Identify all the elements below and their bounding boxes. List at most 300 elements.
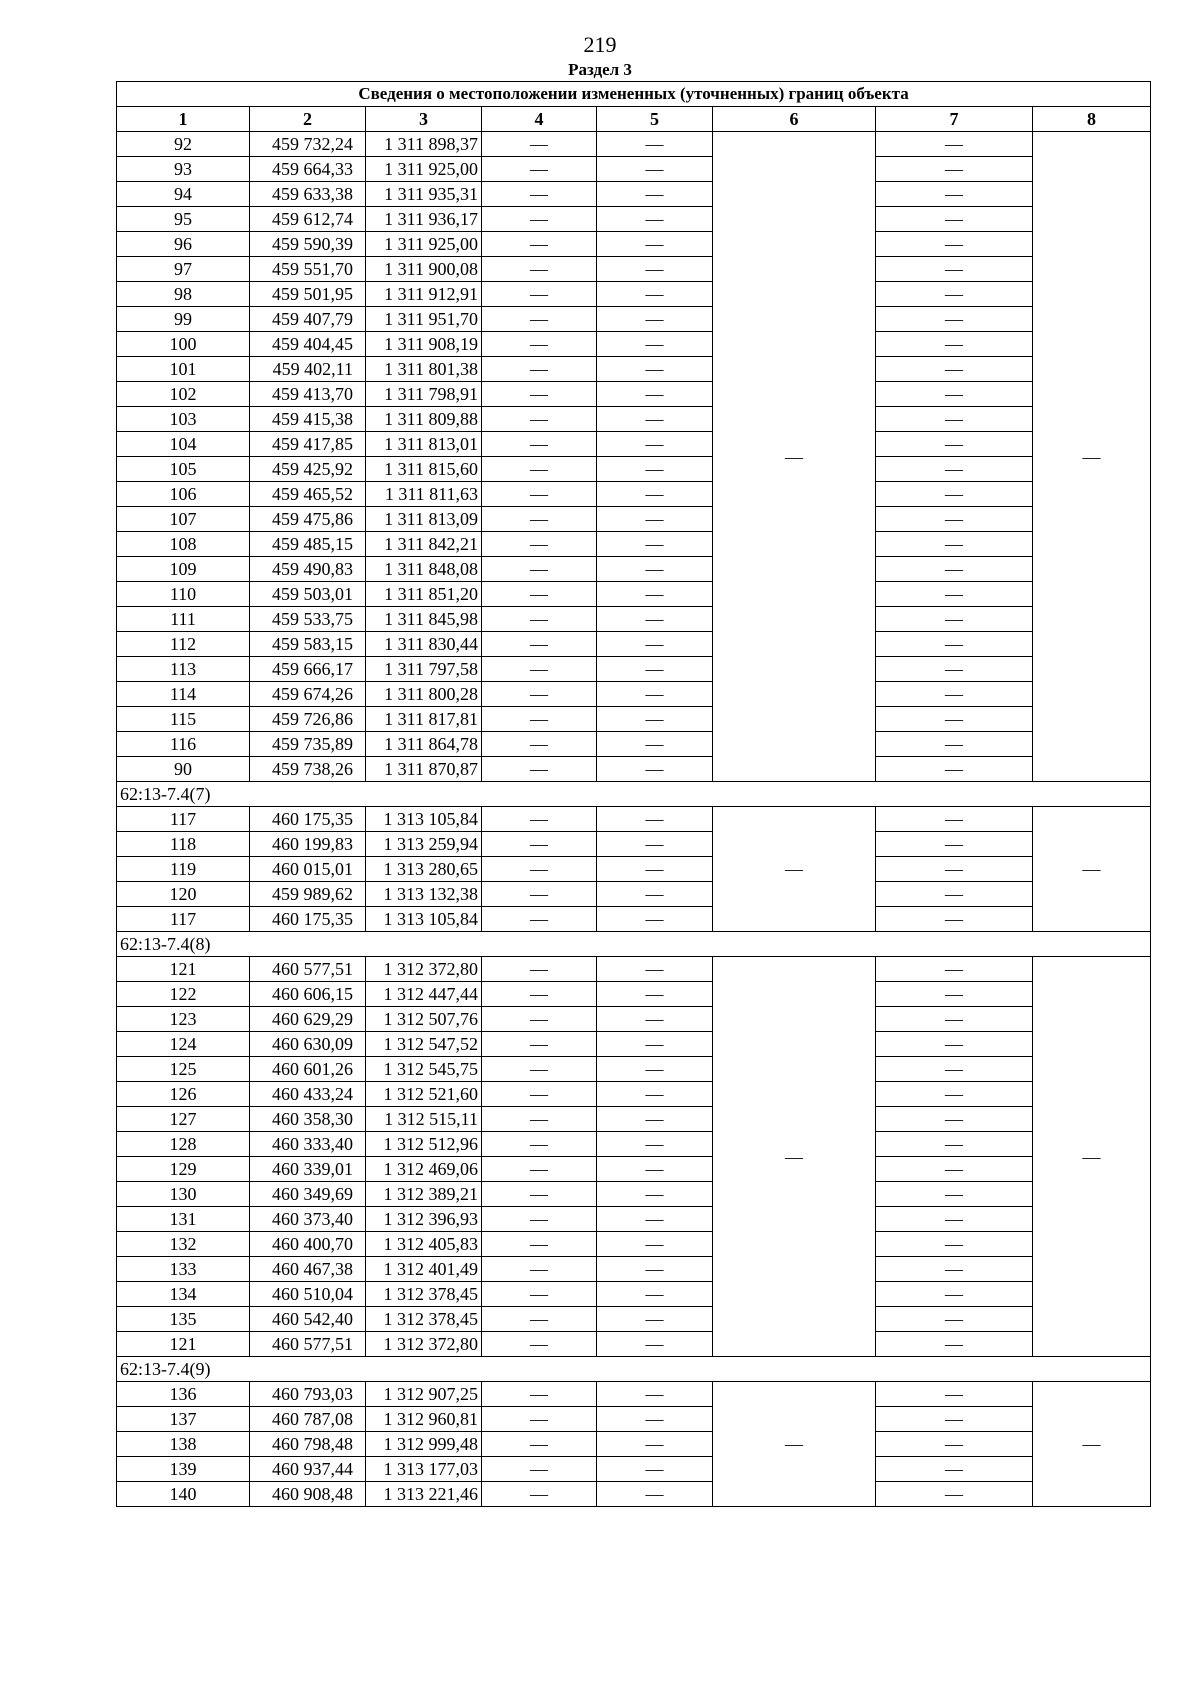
y-coordinate-cell: 1 312 512,96 <box>366 1132 482 1157</box>
col4-cell: — <box>482 482 597 507</box>
col4-cell: — <box>482 332 597 357</box>
col5-cell: — <box>597 732 713 757</box>
x-coordinate-cell: 460 908,48 <box>250 1482 366 1507</box>
point-number-cell: 110 <box>117 582 250 607</box>
x-coordinate-cell: 460 601,26 <box>250 1057 366 1082</box>
x-coordinate-cell: 460 793,03 <box>250 1382 366 1407</box>
x-coordinate-cell: 459 633,38 <box>250 182 366 207</box>
col5-cell: — <box>597 157 713 182</box>
point-number-cell: 94 <box>117 182 250 207</box>
col7-cell: — <box>876 357 1033 382</box>
point-number-cell: 92 <box>117 132 250 157</box>
table-row <box>117 1407 1151 1432</box>
y-coordinate-cell: 1 311 912,91 <box>366 282 482 307</box>
point-number-cell: 112 <box>117 632 250 657</box>
x-coordinate-cell: 459 732,24 <box>250 132 366 157</box>
section-label-row <box>117 1357 1151 1382</box>
col5-cell: — <box>597 857 713 882</box>
col8-merged-cell: — <box>1033 957 1151 1357</box>
col5-cell: — <box>597 1057 713 1082</box>
point-number-cell: 107 <box>117 507 250 532</box>
y-coordinate-cell: 1 311 925,00 <box>366 232 482 257</box>
col4-cell: — <box>482 207 597 232</box>
point-number-cell: 93 <box>117 157 250 182</box>
col5-cell: — <box>597 357 713 382</box>
col5-cell: — <box>597 382 713 407</box>
col4-cell: — <box>482 232 597 257</box>
x-coordinate-cell: 459 413,70 <box>250 382 366 407</box>
col5-cell: — <box>597 532 713 557</box>
col4-cell: — <box>482 382 597 407</box>
column-header: 7 <box>876 107 1033 132</box>
x-coordinate-cell: 460 937,44 <box>250 1457 366 1482</box>
x-coordinate-cell: 459 533,75 <box>250 607 366 632</box>
col7-cell: — <box>876 307 1033 332</box>
point-number-cell: 124 <box>117 1032 250 1057</box>
x-coordinate-cell: 459 503,01 <box>250 582 366 607</box>
y-coordinate-cell: 1 311 842,21 <box>366 532 482 557</box>
y-coordinate-cell: 1 313 132,38 <box>366 882 482 907</box>
col4-cell: — <box>482 632 597 657</box>
col5-cell: — <box>597 1132 713 1157</box>
x-coordinate-cell: 460 606,15 <box>250 982 366 1007</box>
col4-cell: — <box>482 957 597 982</box>
table-row <box>117 957 1151 982</box>
point-number-cell: 129 <box>117 1157 250 1182</box>
col4-cell: — <box>482 1032 597 1057</box>
y-coordinate-cell: 1 312 372,80 <box>366 957 482 982</box>
col4-cell: — <box>482 682 597 707</box>
col5-cell: — <box>597 1257 713 1282</box>
col4-cell: — <box>482 432 597 457</box>
col5-cell: — <box>597 707 713 732</box>
col4-cell: — <box>482 882 597 907</box>
section-label-row <box>117 782 1151 807</box>
table-row <box>117 1307 1151 1332</box>
col7-cell: — <box>876 857 1033 882</box>
x-coordinate-cell: 460 015,01 <box>250 857 366 882</box>
x-coordinate-cell: 460 400,70 <box>250 1232 366 1257</box>
x-coordinate-cell: 460 333,40 <box>250 1132 366 1157</box>
table-row <box>117 257 1151 282</box>
y-coordinate-cell: 1 313 221,46 <box>366 1482 482 1507</box>
point-number-cell: 118 <box>117 832 250 857</box>
point-number-cell: 101 <box>117 357 250 382</box>
col4-cell: — <box>482 757 597 782</box>
point-number-cell: 133 <box>117 1257 250 1282</box>
col8-merged-cell: — <box>1033 132 1151 782</box>
x-coordinate-cell: 460 542,40 <box>250 1307 366 1332</box>
point-number-cell: 114 <box>117 682 250 707</box>
y-coordinate-cell: 1 311 925,00 <box>366 157 482 182</box>
y-coordinate-cell: 1 311 951,70 <box>366 307 482 332</box>
table-title: Сведения о местоположении измененных (уточненных) границ объекта <box>117 82 1151 107</box>
col7-cell: — <box>876 1332 1033 1357</box>
table-row <box>117 407 1151 432</box>
x-coordinate-cell: 459 590,39 <box>250 232 366 257</box>
y-coordinate-cell: 1 312 907,25 <box>366 1382 482 1407</box>
y-coordinate-cell: 1 311 898,37 <box>366 132 482 157</box>
table-row <box>117 132 1151 157</box>
col7-cell: — <box>876 882 1033 907</box>
y-coordinate-cell: 1 313 259,94 <box>366 832 482 857</box>
y-coordinate-cell: 1 311 864,78 <box>366 732 482 757</box>
table-row <box>117 432 1151 457</box>
x-coordinate-cell: 459 485,15 <box>250 532 366 557</box>
col7-cell: — <box>876 282 1033 307</box>
x-coordinate-cell: 459 404,45 <box>250 332 366 357</box>
table-row <box>117 857 1151 882</box>
point-number-cell: 122 <box>117 982 250 1007</box>
y-coordinate-cell: 1 311 935,31 <box>366 182 482 207</box>
col5-cell: — <box>597 407 713 432</box>
x-coordinate-cell: 459 664,33 <box>250 157 366 182</box>
y-coordinate-cell: 1 312 372,80 <box>366 1332 482 1357</box>
col4-cell: — <box>482 1282 597 1307</box>
point-number-cell: 125 <box>117 1057 250 1082</box>
col5-cell: — <box>597 332 713 357</box>
col7-cell: — <box>876 1207 1033 1232</box>
table-row <box>117 332 1151 357</box>
col7-cell: — <box>876 1132 1033 1157</box>
table-row <box>117 1007 1151 1032</box>
col5-cell: — <box>597 257 713 282</box>
column-header: 3 <box>366 107 482 132</box>
col5-cell: — <box>597 1332 713 1357</box>
col7-cell: — <box>876 432 1033 457</box>
col5-cell: — <box>597 1382 713 1407</box>
col5-cell: — <box>597 1307 713 1332</box>
col4-cell: — <box>482 1207 597 1232</box>
col5-cell: — <box>597 1432 713 1457</box>
y-coordinate-cell: 1 311 797,58 <box>366 657 482 682</box>
parcel-section-label: 62:13-7.4(9) <box>117 1357 1151 1382</box>
table-row <box>117 507 1151 532</box>
y-coordinate-cell: 1 311 813,01 <box>366 432 482 457</box>
point-number-cell: 113 <box>117 657 250 682</box>
x-coordinate-cell: 459 551,70 <box>250 257 366 282</box>
col7-cell: — <box>876 1157 1033 1182</box>
col4-cell: — <box>482 1132 597 1157</box>
x-coordinate-cell: 459 583,15 <box>250 632 366 657</box>
point-number-cell: 95 <box>117 207 250 232</box>
col7-cell: — <box>876 1182 1033 1207</box>
col5-cell: — <box>597 182 713 207</box>
col7-cell: — <box>876 157 1033 182</box>
y-coordinate-cell: 1 312 405,83 <box>366 1232 482 1257</box>
point-number-cell: 116 <box>117 732 250 757</box>
table-row <box>117 1107 1151 1132</box>
point-number-cell: 135 <box>117 1307 250 1332</box>
col7-cell: — <box>876 957 1033 982</box>
y-coordinate-cell: 1 312 515,11 <box>366 1107 482 1132</box>
y-coordinate-cell: 1 313 105,84 <box>366 807 482 832</box>
col5-cell: — <box>597 1232 713 1257</box>
col4-cell: — <box>482 607 597 632</box>
x-coordinate-cell: 459 735,89 <box>250 732 366 757</box>
y-coordinate-cell: 1 311 900,08 <box>366 257 482 282</box>
col4-cell: — <box>482 982 597 1007</box>
table-row <box>117 1332 1151 1357</box>
col4-cell: — <box>482 1182 597 1207</box>
col5-cell: — <box>597 1007 713 1032</box>
table-row <box>117 807 1151 832</box>
table-row <box>117 832 1151 857</box>
parcel-section-label: 62:13-7.4(7) <box>117 782 1151 807</box>
table-row <box>117 457 1151 482</box>
point-number-cell: 134 <box>117 1282 250 1307</box>
col4-cell: — <box>482 1007 597 1032</box>
col7-cell: — <box>876 332 1033 357</box>
col7-cell: — <box>876 207 1033 232</box>
point-number-cell: 139 <box>117 1457 250 1482</box>
column-header-row <box>117 107 1151 132</box>
y-coordinate-cell: 1 311 908,19 <box>366 332 482 357</box>
point-number-cell: 140 <box>117 1482 250 1507</box>
y-coordinate-cell: 1 313 105,84 <box>366 907 482 932</box>
col6-merged-cell: — <box>713 1382 876 1507</box>
col7-cell: — <box>876 807 1033 832</box>
col4-cell: — <box>482 157 597 182</box>
col7-cell: — <box>876 557 1033 582</box>
y-coordinate-cell: 1 311 815,60 <box>366 457 482 482</box>
table-row <box>117 1282 1151 1307</box>
x-coordinate-cell: 460 373,40 <box>250 1207 366 1232</box>
col5-cell: — <box>597 582 713 607</box>
x-coordinate-cell: 460 510,04 <box>250 1282 366 1307</box>
coordinates-table <box>116 81 1151 1507</box>
table-row <box>117 682 1151 707</box>
y-coordinate-cell: 1 312 999,48 <box>366 1432 482 1457</box>
x-coordinate-cell: 459 475,86 <box>250 507 366 532</box>
table-row <box>117 607 1151 632</box>
y-coordinate-cell: 1 311 845,98 <box>366 607 482 632</box>
point-number-cell: 117 <box>117 807 250 832</box>
col4-cell: — <box>482 1157 597 1182</box>
section-label-row <box>117 932 1151 957</box>
col5-cell: — <box>597 807 713 832</box>
col7-cell: — <box>876 1457 1033 1482</box>
x-coordinate-cell: 460 577,51 <box>250 957 366 982</box>
point-number-cell: 117 <box>117 907 250 932</box>
col5-cell: — <box>597 757 713 782</box>
col5-cell: — <box>597 507 713 532</box>
point-number-cell: 120 <box>117 882 250 907</box>
y-coordinate-cell: 1 311 813,09 <box>366 507 482 532</box>
table-row <box>117 232 1151 257</box>
col7-cell: — <box>876 1307 1033 1332</box>
table-row <box>117 1182 1151 1207</box>
x-coordinate-cell: 460 467,38 <box>250 1257 366 1282</box>
point-number-cell: 96 <box>117 232 250 257</box>
x-coordinate-cell: 459 415,38 <box>250 407 366 432</box>
col5-cell: — <box>597 1482 713 1507</box>
point-number-cell: 123 <box>117 1007 250 1032</box>
point-number-cell: 136 <box>117 1382 250 1407</box>
x-coordinate-cell: 459 407,79 <box>250 307 366 332</box>
col5-cell: — <box>597 282 713 307</box>
col5-cell: — <box>597 1107 713 1132</box>
table-row <box>117 732 1151 757</box>
table-row <box>117 1157 1151 1182</box>
col4-cell: — <box>482 507 597 532</box>
point-number-cell: 104 <box>117 432 250 457</box>
point-number-cell: 138 <box>117 1432 250 1457</box>
y-coordinate-cell: 1 312 545,75 <box>366 1057 482 1082</box>
y-coordinate-cell: 1 311 801,38 <box>366 357 482 382</box>
x-coordinate-cell: 460 787,08 <box>250 1407 366 1432</box>
col5-cell: — <box>597 132 713 157</box>
col7-cell: — <box>876 1482 1033 1507</box>
col5-cell: — <box>597 832 713 857</box>
x-coordinate-cell: 459 989,62 <box>250 882 366 907</box>
col7-cell: — <box>876 132 1033 157</box>
table-row <box>117 582 1151 607</box>
x-coordinate-cell: 460 358,30 <box>250 1107 366 1132</box>
x-coordinate-cell: 459 738,26 <box>250 757 366 782</box>
table-row <box>117 1132 1151 1157</box>
x-coordinate-cell: 459 674,26 <box>250 682 366 707</box>
col7-cell: — <box>876 1282 1033 1307</box>
x-coordinate-cell: 460 630,09 <box>250 1032 366 1057</box>
table-row <box>117 1207 1151 1232</box>
point-number-cell: 102 <box>117 382 250 407</box>
point-number-cell: 111 <box>117 607 250 632</box>
col4-cell: — <box>482 657 597 682</box>
y-coordinate-cell: 1 311 800,28 <box>366 682 482 707</box>
x-coordinate-cell: 460 798,48 <box>250 1432 366 1457</box>
table-row <box>117 182 1151 207</box>
col4-cell: — <box>482 307 597 332</box>
y-coordinate-cell: 1 312 469,06 <box>366 1157 482 1182</box>
col5-cell: — <box>597 1082 713 1107</box>
col4-cell: — <box>482 557 597 582</box>
table-row <box>117 1257 1151 1282</box>
table-row <box>117 382 1151 407</box>
col7-cell: — <box>876 582 1033 607</box>
table-row <box>117 532 1151 557</box>
col5-cell: — <box>597 432 713 457</box>
col5-cell: — <box>597 682 713 707</box>
col7-cell: — <box>876 607 1033 632</box>
col6-merged-cell: — <box>713 807 876 932</box>
col7-cell: — <box>876 1257 1033 1282</box>
col4-cell: — <box>482 257 597 282</box>
col4-cell: — <box>482 1082 597 1107</box>
y-coordinate-cell: 1 313 177,03 <box>366 1457 482 1482</box>
point-number-cell: 127 <box>117 1107 250 1132</box>
table-row <box>117 1082 1151 1107</box>
point-number-cell: 130 <box>117 1182 250 1207</box>
table-row <box>117 207 1151 232</box>
x-coordinate-cell: 460 577,51 <box>250 1332 366 1357</box>
y-coordinate-cell: 1 312 378,45 <box>366 1282 482 1307</box>
col4-cell: — <box>482 182 597 207</box>
table-row <box>117 557 1151 582</box>
y-coordinate-cell: 1 313 280,65 <box>366 857 482 882</box>
point-number-cell: 126 <box>117 1082 250 1107</box>
y-coordinate-cell: 1 312 521,60 <box>366 1082 482 1107</box>
col5-cell: — <box>597 1407 713 1432</box>
table-row <box>117 1382 1151 1407</box>
table-title-row <box>117 82 1151 107</box>
table-row <box>117 482 1151 507</box>
y-coordinate-cell: 1 312 396,93 <box>366 1207 482 1232</box>
col7-cell: — <box>876 907 1033 932</box>
col4-cell: — <box>482 1382 597 1407</box>
col5-cell: — <box>597 1157 713 1182</box>
table-row <box>117 632 1151 657</box>
x-coordinate-cell: 459 490,83 <box>250 557 366 582</box>
point-number-cell: 108 <box>117 532 250 557</box>
col6-merged-cell: — <box>713 957 876 1357</box>
point-number-cell: 121 <box>117 1332 250 1357</box>
y-coordinate-cell: 1 312 507,76 <box>366 1007 482 1032</box>
col7-cell: — <box>876 632 1033 657</box>
table-row <box>117 1482 1151 1507</box>
x-coordinate-cell: 460 349,69 <box>250 1182 366 1207</box>
col4-cell: — <box>482 1307 597 1332</box>
x-coordinate-cell: 459 402,11 <box>250 357 366 382</box>
col4-cell: — <box>482 857 597 882</box>
col7-cell: — <box>876 232 1033 257</box>
col5-cell: — <box>597 632 713 657</box>
x-coordinate-cell: 459 425,92 <box>250 457 366 482</box>
col5-cell: — <box>597 557 713 582</box>
table-row <box>117 1057 1151 1082</box>
column-header: 5 <box>597 107 713 132</box>
y-coordinate-cell: 1 311 817,81 <box>366 707 482 732</box>
col4-cell: — <box>482 457 597 482</box>
table-row <box>117 357 1151 382</box>
y-coordinate-cell: 1 312 378,45 <box>366 1307 482 1332</box>
x-coordinate-cell: 460 175,35 <box>250 907 366 932</box>
col7-cell: — <box>876 482 1033 507</box>
col7-cell: — <box>876 1082 1033 1107</box>
point-number-cell: 121 <box>117 957 250 982</box>
col7-cell: — <box>876 682 1033 707</box>
column-header: 8 <box>1033 107 1151 132</box>
point-number-cell: 100 <box>117 332 250 357</box>
col7-cell: — <box>876 757 1033 782</box>
y-coordinate-cell: 1 311 851,20 <box>366 582 482 607</box>
col4-cell: — <box>482 282 597 307</box>
point-number-cell: 99 <box>117 307 250 332</box>
col7-cell: — <box>876 1382 1033 1407</box>
col4-cell: — <box>482 582 597 607</box>
point-number-cell: 119 <box>117 857 250 882</box>
table-row <box>117 907 1151 932</box>
x-coordinate-cell: 460 339,01 <box>250 1157 366 1182</box>
col5-cell: — <box>597 1182 713 1207</box>
column-header: 4 <box>482 107 597 132</box>
col4-cell: — <box>482 832 597 857</box>
col4-cell: — <box>482 1257 597 1282</box>
col5-cell: — <box>597 907 713 932</box>
x-coordinate-cell: 459 417,85 <box>250 432 366 457</box>
point-number-cell: 115 <box>117 707 250 732</box>
col4-cell: — <box>482 407 597 432</box>
col7-cell: — <box>876 507 1033 532</box>
y-coordinate-cell: 1 312 547,52 <box>366 1032 482 1057</box>
table-row <box>117 307 1151 332</box>
col4-cell: — <box>482 1332 597 1357</box>
x-coordinate-cell: 460 433,24 <box>250 1082 366 1107</box>
col4-cell: — <box>482 532 597 557</box>
col4-cell: — <box>482 707 597 732</box>
col5-cell: — <box>597 457 713 482</box>
col7-cell: — <box>876 657 1033 682</box>
